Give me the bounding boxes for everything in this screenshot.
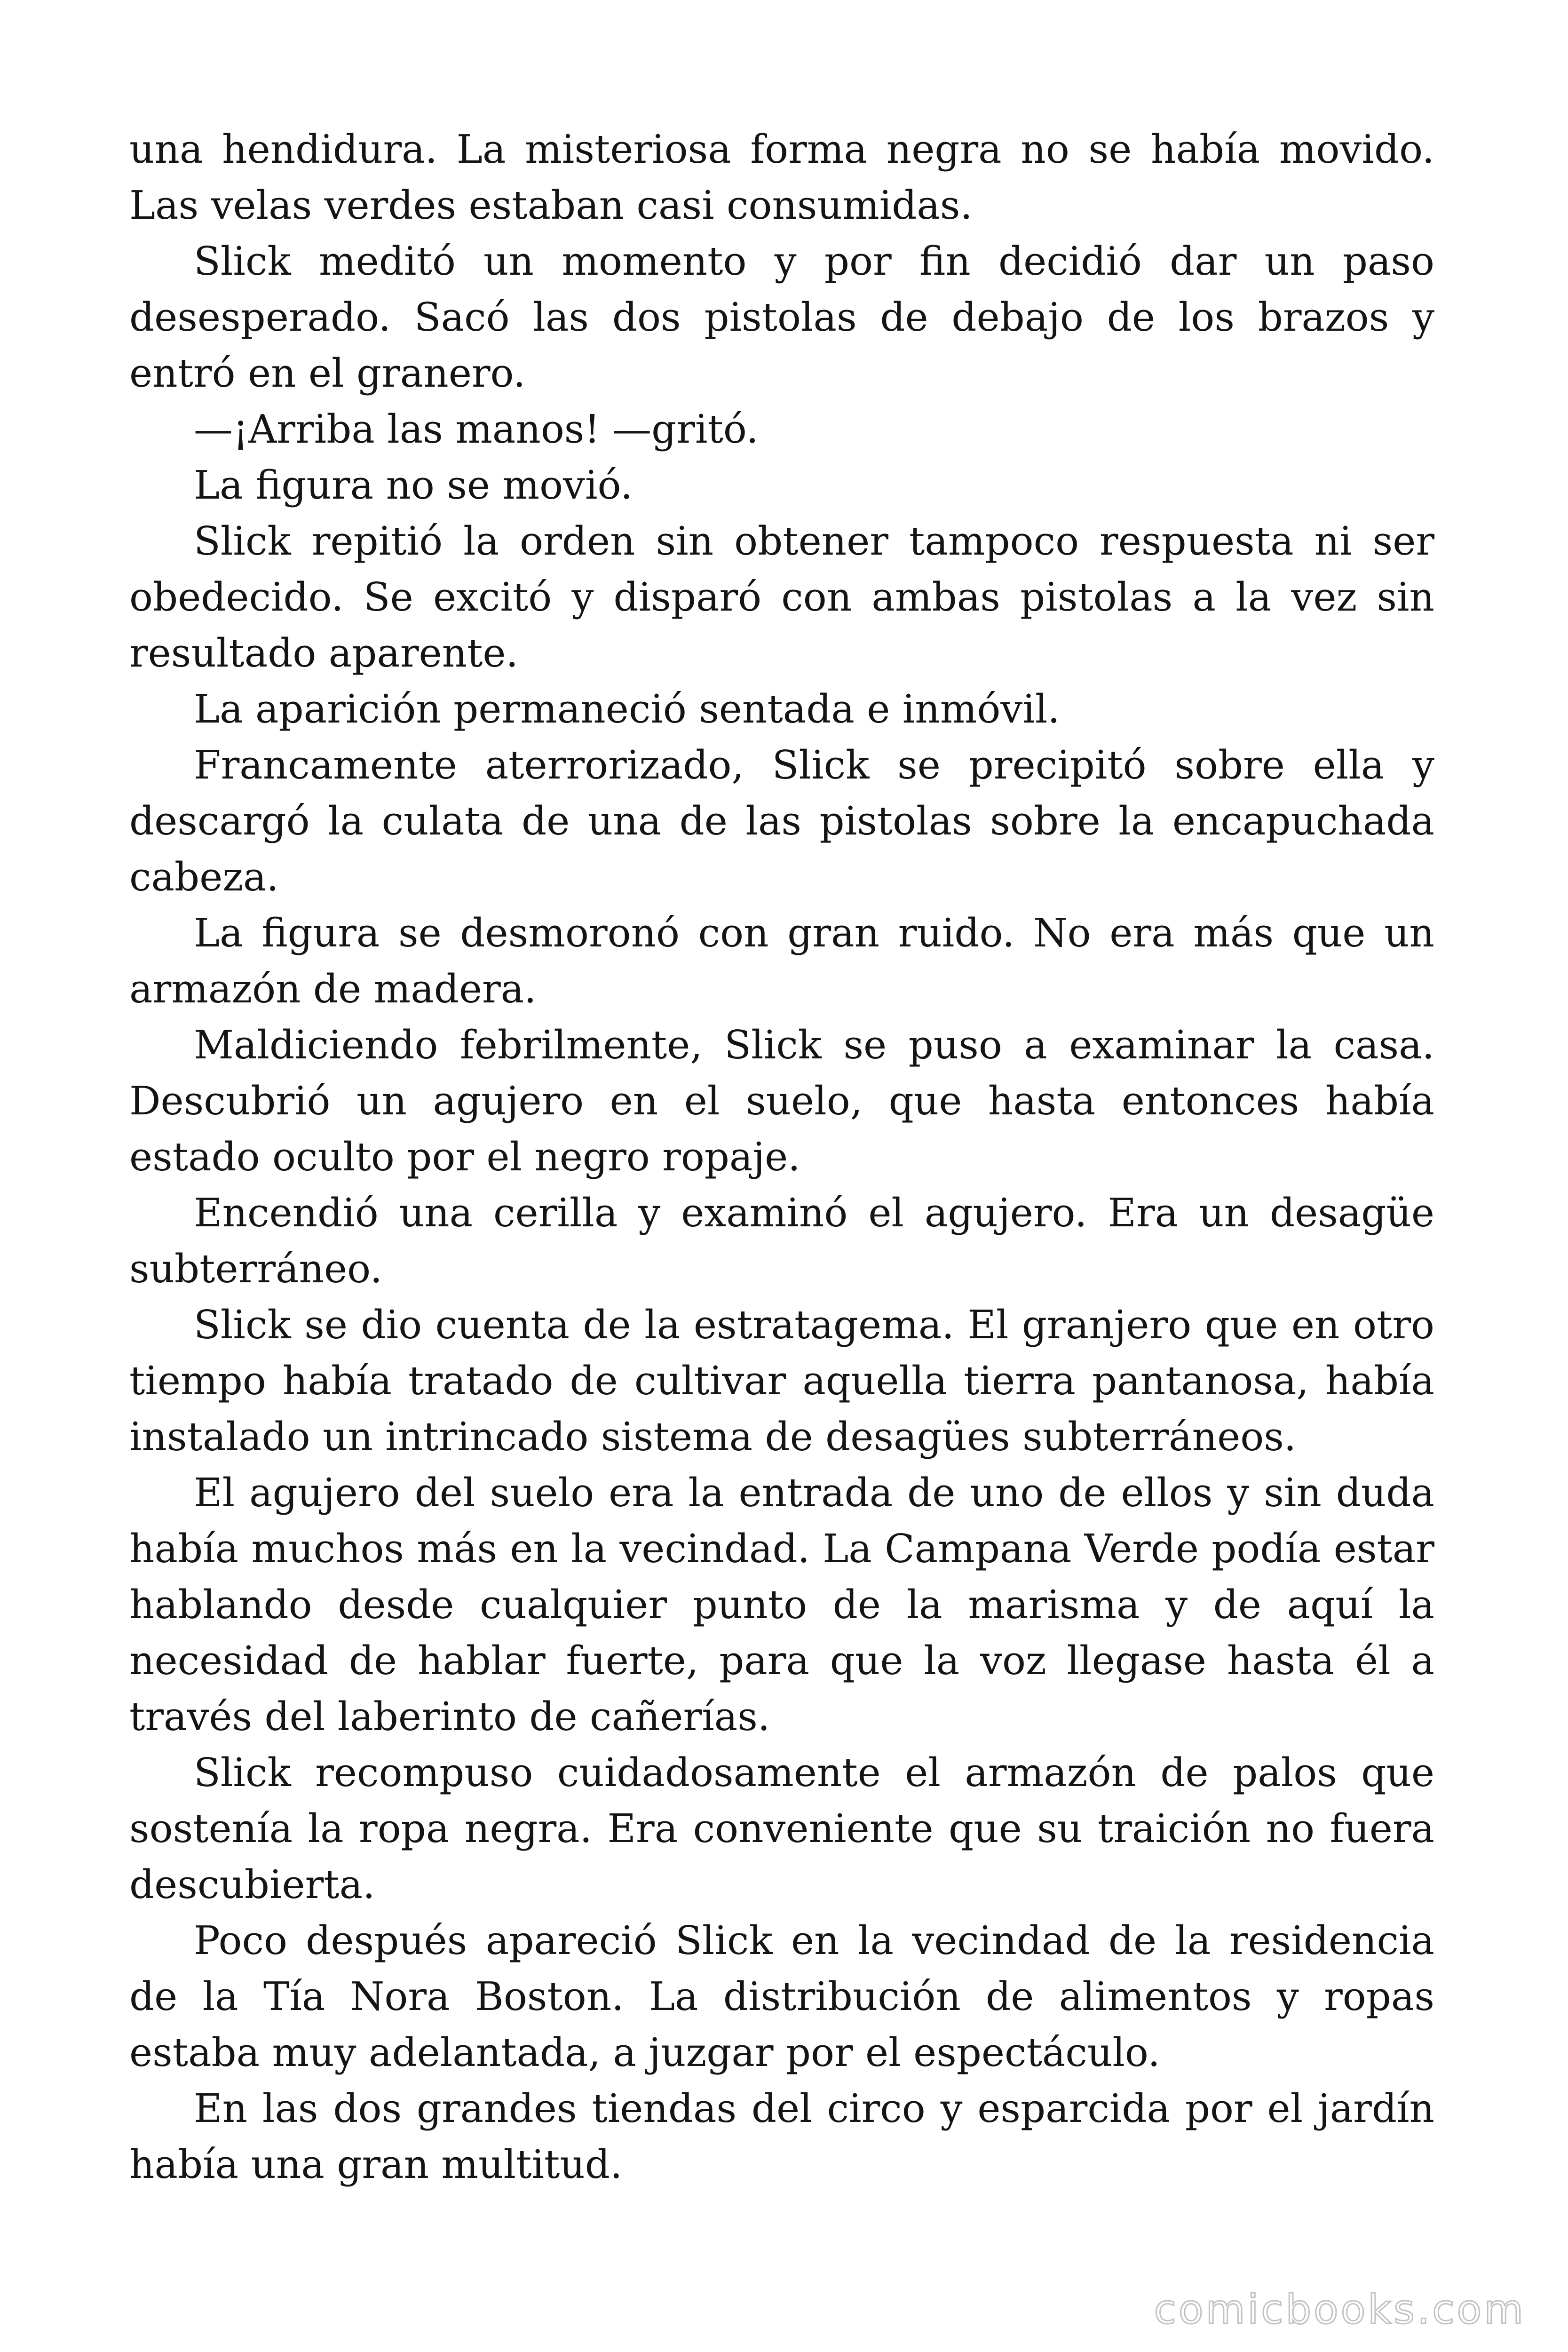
paragraph-9: Maldiciendo febrilmente, Slick se puso a examinar la casa. Descubrió un agujero en el suelo, que hasta entonces había estado oculto por el negro ropaje. xyxy=(129,1022,1434,1180)
paragraph-5: Slick repitió la orden sin obtener tampoco respuesta ni ser obedecido. Se excitó y disparó con ambas pistolas a la vez sin resultado aparente. xyxy=(129,518,1434,676)
paragraph-10: Encendió una cerilla y examinó el agujero. Era un desagüe subterráneo. xyxy=(129,1190,1434,1292)
paragraph-6: La aparición permaneció sentada e inmóvil. xyxy=(194,686,1060,732)
page-text xyxy=(129,121,1434,2193)
paragraph-14: Poco después apareció Slick en la vecindad de la residencia de la Tía Nora Boston. La distribución de alimentos y ropas estaba muy adelantada, a juzgar por el espectáculo. xyxy=(129,1918,1434,2075)
paragraph-1: una hendidura. La misteriosa forma negra no se había movido. Las velas verdes estaban casi consumidas. xyxy=(129,127,1434,228)
paragraph-12: El agujero del suelo era la entrada de uno de ellos y sin duda había muchos más en la vecindad. La Campana Verde podía estar hablando desde cualquier punto de la marisma y de aquí la necesidad de hablar fuerte, para que la voz llegase hasta él a través del laberinto de cañerías. xyxy=(129,1470,1434,1740)
paragraph-3: —¡Arriba las manos! —gritó. xyxy=(194,406,759,452)
paragraph-13: Slick recompuso cuidadosamente el armazón de palos que sostenía la ropa negra. Era conveniente que su traición no fuera descubierta. xyxy=(129,1750,1434,1907)
paragraph-8: La figura se desmoronó con gran ruido. No era más que un armazón de madera. xyxy=(129,910,1434,1012)
paragraph-11: Slick se dio cuenta de la estratagema. El granjero que en otro tiempo había tratado de cultivar aquella tierra pantanosa, había instalado un intrincado sistema de desagües subterráneos. xyxy=(129,1302,1434,1460)
paragraph-4: La figura no se movió. xyxy=(194,462,633,508)
paragraph-15: En las dos grandes tiendas del circo y esparcida por el jardín había una gran multitud. xyxy=(129,2086,1434,2187)
paragraph-7: Francamente aterrorizado, Slick se precipitó sobre ella y descargó la culata de una de las pistolas sobre la encapuchada cabeza. xyxy=(129,742,1434,900)
paragraph-2: Slick meditó un momento y por fin decidió dar un paso desesperado. Sacó las dos pistolas de debajo de los brazos y entró en el granero. xyxy=(129,238,1434,396)
watermark: comicbooks.com xyxy=(1154,2286,1526,2333)
